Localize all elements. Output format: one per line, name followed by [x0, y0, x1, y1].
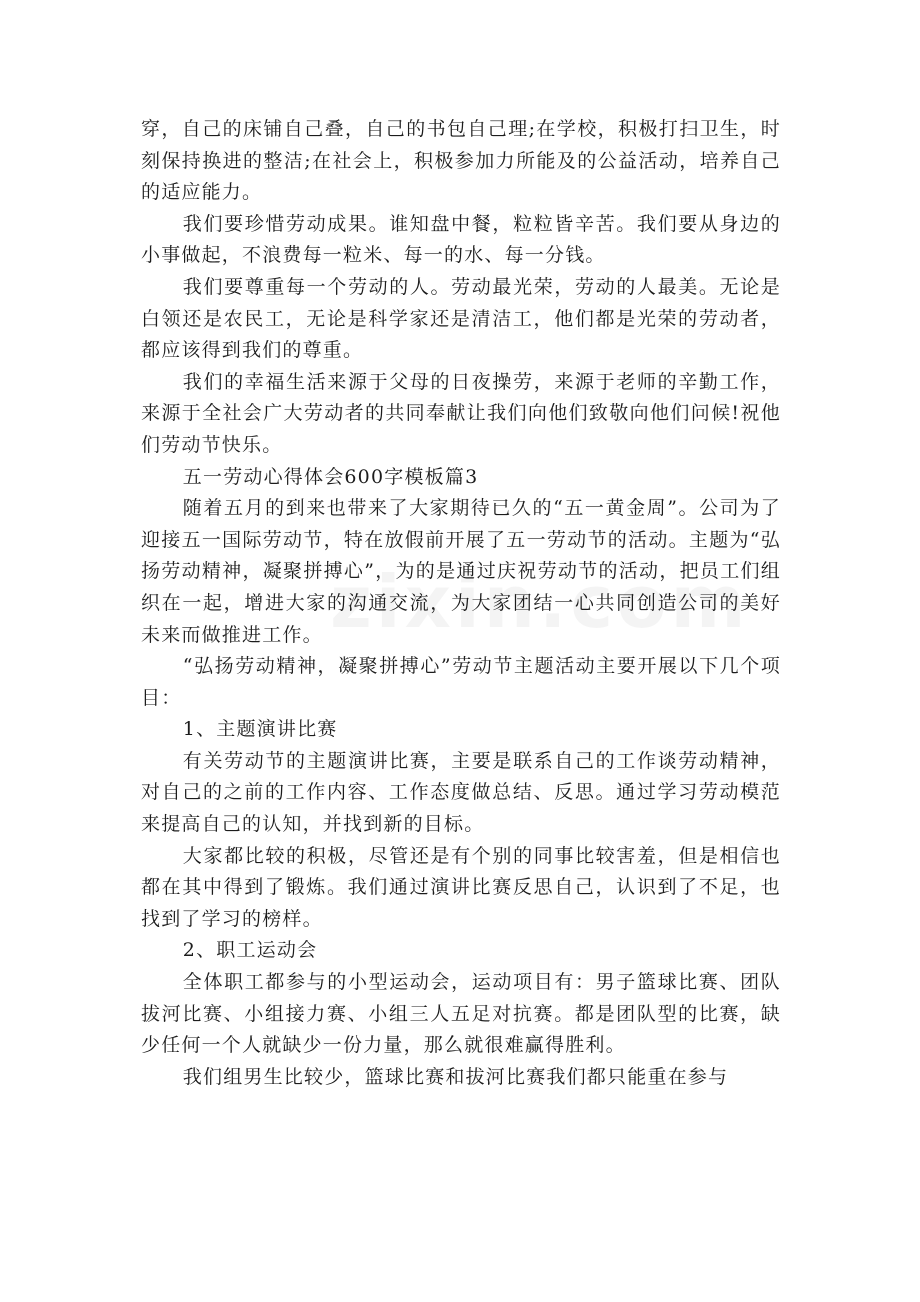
paragraph: 随着五月的到来也带来了大家期待已久的“五一黄金周”。公司为了迎接五一国际劳动节，特在放假前开展了五一劳动节的活动。主题为“弘扬劳动精神，凝聚拼搏心”，为的是通过庆祝劳动节的活动，把员工们组织在一起，增进大家的沟通交流，为大家团结一心共同创造公司的美好未来而做推进工作。 [141, 497, 781, 646]
paragraph: 我们的幸福生活来源于父母的日夜操劳，来源于老师的辛勤工作，来源于全社会广大劳动者的共同奉献让我们向他们致敬向他们问候!祝他们劳动节快乐。 [141, 370, 781, 456]
paragraph-continuation: 穿，自己的床铺自己叠，自己的书包自己理;在学校，积极打扫卫生，时刻保持换进的整洁;在社会上，积极参加力所能及的公益活动，培养自己的适应能力。 [141, 118, 781, 204]
section-heading: 五一劳动心得体会600字模板篇3 [182, 465, 479, 488]
paragraph: 有关劳动节的主题演讲比赛，主要是联系自己的工作谈劳动精神，对自己的之前的工作内容、工作态度做总结、反思。通过学习劳动模范来提高自己的认知，并找到新的目标。 [141, 749, 781, 836]
paragraph: 全体职工都参与的小型运动会，运动项目有：男子篮球比赛、团队拔河比赛、小组接力赛、小组三人五足对抗赛。都是团队型的比赛，缺少任何一个人就缺少一份力量，那么就很难赢得胜利。 [141, 971, 781, 1057]
paragraph: 我们要尊重每一个劳动的人。劳动最光荣，劳动的人最美。无论是白领还是农民工，无论是科学家还是清洁工，他们都是光荣的劳动者，都应该得到我们的尊重。 [141, 275, 781, 362]
document-body [141, 114, 781, 1093]
paragraph: 大家都比较的积极，尽管还是有个别的同事比较害羞，但是相信也都在其中得到了锻炼。我们通过演讲比赛反思自己，认识到了不足，也找到了学习的榜样。 [141, 844, 781, 930]
paragraph: 我们组男生比较少，篮球比赛和拔河比赛我们都只能重在参与 [182, 1065, 729, 1088]
paragraph: 我们要珍惜劳动成果。谁知盘中餐，粒粒皆辛苦。我们要从身边的小事做起，不浪费每一粒米、每一的水、每一分钱。 [141, 212, 781, 267]
list-heading: 2、职工运动会 [182, 939, 318, 962]
list-heading: 1、主题演讲比赛 [182, 718, 338, 741]
paragraph: “弘扬劳动精神，凝聚拼搏心”劳动节主题活动主要开展以下几个项目： [141, 655, 781, 709]
